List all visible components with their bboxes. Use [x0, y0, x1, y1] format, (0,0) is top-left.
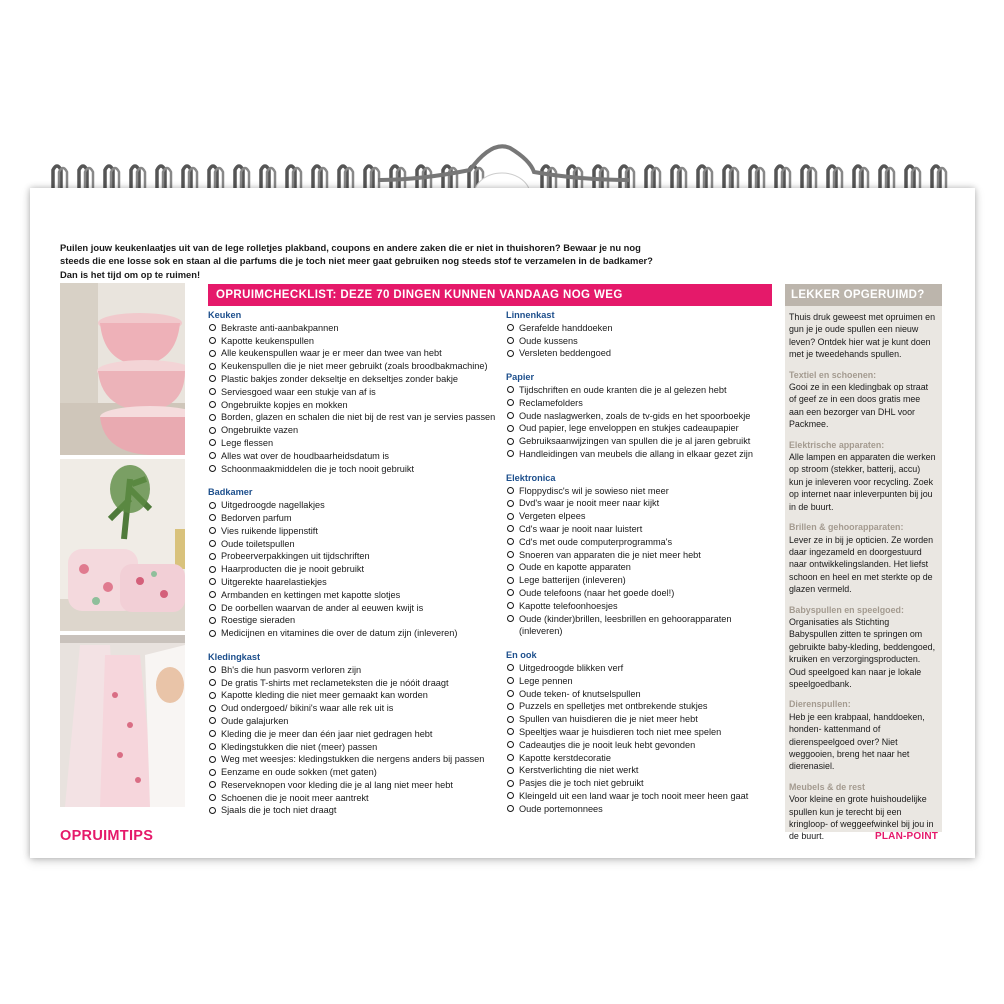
- checklist-item[interactable]: Sjaals die je toch niet draagt: [208, 804, 508, 817]
- intro-text: Puilen jouw keukenlaatjes uit van de lege rolletjes plakband, coupons en andere zaken die er niet in thuishoren? Bewaar je nu nog steeds die ene losse sok en staan al die parfums die je toch niet meer gaat gebruiken nog steeds stof te verzamelen in de badkamer? Dan is het tijd om op te ruimen!: [60, 242, 653, 280]
- sidebar-section-text: Gooi ze in een kledingbak op straat of geef ze in een doos gratis mee aan een bezorger van DHL voor Packmee.: [789, 382, 929, 430]
- sidebar-section-heading: Elektrische apparaten:: [789, 439, 885, 450]
- checklist: [506, 322, 771, 360]
- checklist-item[interactable]: Cd's waar je nooit naar luistert: [506, 523, 771, 536]
- checklist-item[interactable]: Pasjes die je toch niet gebruikt: [506, 777, 771, 790]
- checklist-item[interactable]: Probeerverpakkingen uit tijdschriften: [208, 550, 508, 563]
- checklist-item[interactable]: Eenzame en oude sokken (met gaten): [208, 766, 508, 779]
- checklist-item[interactable]: De gratis T-shirts met reclameteksten die je nóóit draagt: [208, 677, 508, 690]
- sidebar-section-heading: Textiel en schoenen:: [789, 369, 877, 380]
- checklist-item[interactable]: Ongebruikte vazen: [208, 424, 508, 437]
- checklist-item[interactable]: Armbanden en kettingen met kapotte slotjes: [208, 589, 508, 602]
- sidebar-section-text: Voor kleine en grote huishoudelijke spullen kun je terecht bij een kringloop- of weggeefwinkel bij jou in de buurt.: [789, 794, 934, 842]
- sidebar-section-heading: Brillen & gehoorapparaten:: [789, 522, 904, 533]
- checklist-item[interactable]: Puzzels en spelletjes met ontbrekende stukjes: [506, 700, 771, 713]
- checklist-item[interactable]: Oude portemonnees: [506, 803, 771, 816]
- checklist-item[interactable]: Ongebruikte kopjes en mokken: [208, 399, 508, 412]
- checklist-column-right: [506, 308, 771, 815]
- sidebar-body: [785, 306, 942, 843]
- checklist-item[interactable]: Uitgedroogde blikken verf: [506, 662, 771, 675]
- checklist-item[interactable]: Handleidingen van meubels die allang in elkaar gezet zijn: [506, 448, 771, 461]
- sidebar-section-text: Heb je een krabpaal, handdoeken, honden- kattenmand of dierenspeelgoed over? Niet weggooien, breng het naar het dierenasiel.: [789, 711, 925, 772]
- category-heading: Linnenkast: [506, 310, 555, 320]
- checklist-item[interactable]: Alle keukenspullen waar je er meer dan twee van hebt: [208, 347, 508, 360]
- checklist-item[interactable]: Lege batterijen (inleveren): [506, 574, 771, 587]
- checklist: [506, 384, 771, 461]
- checklist-item[interactable]: Uitgerekte haarelastiekjes: [208, 576, 508, 589]
- checklist-item[interactable]: Oude kussens: [506, 335, 771, 348]
- checklist-item[interactable]: Oude naslagwerken, zoals de tv-gids en het spoorboekje: [506, 410, 771, 423]
- checklist-item[interactable]: Spullen van huisdieren die je niet meer hebt: [506, 713, 771, 726]
- category-heading: Kledingkast: [208, 651, 261, 662]
- checklist-item[interactable]: Dvd's waar je nooit meer naar kijkt: [506, 497, 771, 510]
- checklist: [208, 322, 508, 476]
- checklist-item[interactable]: De oorbellen waarvan de ander al eeuwen kwijt is: [208, 602, 508, 615]
- checklist-item[interactable]: Kapotte telefoonhoesjes: [506, 600, 771, 613]
- sidebar-section-heading: Babyspullen en speelgoed:: [789, 604, 904, 615]
- photo-bowls: [60, 283, 185, 455]
- sidebar-section-heading: Meubels & de rest: [789, 781, 865, 792]
- sidebar-title: LEKKER OPGERUIMD?: [785, 284, 942, 306]
- category-heading: Keuken: [208, 310, 242, 320]
- checklist-item[interactable]: Reclamefolders: [506, 397, 771, 410]
- sidebar-section-text: Lever ze in bij je opticien. Ze worden daar ingezameld en doorgestuurd naar ontwikkelingslanden. Het liefst schoon en heel en met sterkte op de glazen vermeld.: [789, 534, 934, 595]
- checklist-item[interactable]: Schoonmaakmiddelen die je toch nooit gebruikt: [208, 463, 508, 476]
- checklist-item[interactable]: Keukenspullen die je niet meer gebruikt (zoals broodbakmachine): [208, 360, 508, 373]
- checklist: [208, 664, 508, 818]
- checklist: [506, 662, 771, 816]
- checklist-item[interactable]: Lege flessen: [208, 437, 508, 450]
- category-heading: Badkamer: [208, 487, 253, 498]
- checklist-item[interactable]: Alles wat over de houdbaarheidsdatum is: [208, 450, 508, 463]
- checklist-item[interactable]: Cd's met oude computerprogramma's: [506, 536, 771, 549]
- sidebar-section-heading: Dierenspullen:: [789, 699, 851, 710]
- checklist-item[interactable]: Oude galajurken: [208, 715, 508, 728]
- checklist-item[interactable]: Kleingeld uit een land waar je toch nooit meer heen gaat: [506, 790, 771, 803]
- checklist-item[interactable]: Serviesgoed waar een stukje van af is: [208, 386, 508, 399]
- checklist-item[interactable]: Vergeten elpees: [506, 510, 771, 523]
- checklist-item[interactable]: Snoeren van apparaten die je niet meer hebt: [506, 549, 771, 562]
- checklist-item[interactable]: Kleding die je meer dan één jaar niet gedragen hebt: [208, 728, 508, 741]
- checklist-item[interactable]: Tijdschriften en oude kranten die je al gelezen hebt: [506, 384, 771, 397]
- checklist-item[interactable]: Bedorven parfum: [208, 512, 508, 525]
- checklist-item[interactable]: Oude en kapotte apparaten: [506, 561, 771, 574]
- checklist-item[interactable]: Oude toiletspullen: [208, 538, 508, 551]
- photo-clothes: [60, 635, 185, 807]
- checklist-item[interactable]: Vies ruikende lippenstift: [208, 525, 508, 538]
- calendar-page: [30, 188, 975, 858]
- checklist-item[interactable]: Lege pennen: [506, 675, 771, 688]
- checklist-item[interactable]: Bekraste anti-aanbakpannen: [208, 322, 508, 335]
- category-heading: Elektronica: [506, 472, 556, 483]
- category-heading: En ook: [506, 650, 537, 661]
- checklist-item[interactable]: Oud ondergoed/ bikini's waar alle rek uit is: [208, 702, 508, 715]
- checklist-item[interactable]: Oud papier, lege enveloppen en stukjes cadeaupapier: [506, 422, 771, 435]
- category-heading: Papier: [506, 372, 535, 383]
- checklist: [506, 485, 771, 639]
- photo-column: [60, 283, 185, 811]
- checklist-column-left: [208, 308, 508, 817]
- checklist-item[interactable]: Weg met weesjes: kledingstukken die nergens anders bij passen: [208, 753, 508, 766]
- checklist-item[interactable]: Kapotte kerstdecoratie: [506, 752, 771, 765]
- checklist-item[interactable]: Kapotte kleding die niet meer gemaakt kan worden: [208, 689, 508, 702]
- sidebar-intro: Thuis druk geweest met opruimen en gun je je oude spullen een nieuw leven? Ontdek hier wat je kunt doen met je tweedehands spullen.: [789, 312, 936, 360]
- photo-toiletry-bags: [60, 459, 185, 631]
- checklist-item[interactable]: Haarproducten die je nooit gebruikt: [208, 563, 508, 576]
- checklist-item[interactable]: Bh's die hun pasvorm verloren zijn: [208, 664, 508, 677]
- checklist-item[interactable]: Borden, glazen en schalen die niet bij de rest van je servies passen: [208, 411, 508, 424]
- sidebar-section-text: Organisaties als Stichting Babyspullen zitten te springen om gebruikte baby-kleding, beddengoed, kruiken en verzorgingsproducten. Oud speelgoed kan naar je lokale speelgoedbank.: [789, 616, 936, 689]
- checklist-item[interactable]: Gebruiksaanwijzingen van spullen die je al jaren gebruikt: [506, 435, 771, 448]
- checklist-item[interactable]: Oude telefoons (naar het goede doel!): [506, 587, 771, 600]
- checklist-item[interactable]: Plastic bakjes zonder dekseltje en dekseltjes zonder bakje: [208, 373, 508, 386]
- footer-title: OPRUIMTIPS: [60, 828, 154, 844]
- checklist-item[interactable]: Uitgedroogde nagellakjes: [208, 499, 508, 512]
- brand-logo: PLAN-POINT: [875, 831, 939, 842]
- checklist-item[interactable]: Oude teken- of knutselspullen: [506, 688, 771, 701]
- checklist-item[interactable]: Kerstverlichting die niet werkt: [506, 764, 771, 777]
- checklist-item[interactable]: Schoenen die je nooit meer aantrekt: [208, 792, 508, 805]
- checklist-item[interactable]: Roestige sieraden: [208, 614, 508, 627]
- checklist-item[interactable]: Medicijnen en vitamines die over de datum zijn (inleveren): [208, 627, 508, 640]
- checklist-item[interactable]: Oude (kinder)brillen, leesbrillen en gehoorapparaten (inleveren): [506, 613, 771, 639]
- checklist-item[interactable]: Speeltjes waar je huisdieren toch niet mee spelen: [506, 726, 771, 739]
- checklist-item[interactable]: Reserveknopen voor kleding die je al lang niet meer hebt: [208, 779, 508, 792]
- checklist-item[interactable]: Kledingstukken die niet (meer) passen: [208, 741, 508, 754]
- sidebar-section-text: Alle lampen en apparaten die werken op stroom (stekker, batterij, accu) kun je inleveren voor recycling. Zoek op internet naar inleverpunten bij jou in de buurt.: [789, 452, 936, 512]
- checklist-banner: OPRUIMCHECKLIST: DEZE 70 DINGEN KUNNEN VANDAAG NOG WEG: [208, 284, 772, 306]
- checklist-item[interactable]: Versleten beddengoed: [506, 347, 771, 360]
- checklist-item[interactable]: Gerafelde handdoeken: [506, 322, 771, 335]
- checklist-item[interactable]: Cadeautjes die je nooit leuk hebt gevonden: [506, 739, 771, 752]
- checklist: [208, 499, 508, 640]
- checklist-item[interactable]: Floppydisc's wil je sowieso niet meer: [506, 485, 771, 498]
- checklist-item[interactable]: Kapotte keukenspullen: [208, 335, 508, 348]
